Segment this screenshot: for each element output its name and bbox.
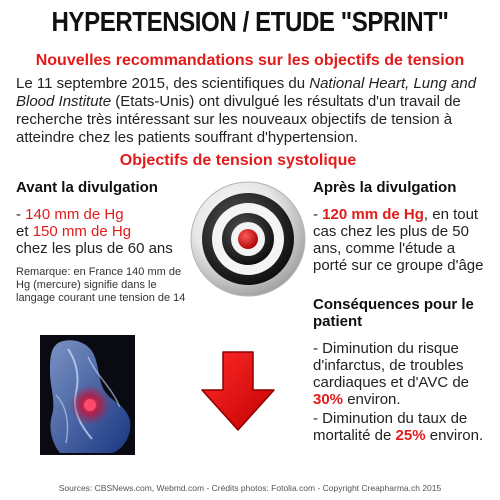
before-connector: et — [16, 223, 33, 240]
consequence-item-mortality — [313, 410, 493, 444]
consequence-mortality-value: 25% — [395, 427, 426, 444]
down-arrow-icon — [198, 350, 278, 432]
before-prefix: - — [16, 206, 26, 223]
consequence-mortality-text: - Diminution du taux de mortalité de — [313, 410, 468, 444]
after-heading: Après la divulgation — [313, 179, 457, 196]
footer-sources: Sources: CBSNews.com, Webmd.com - Crédits photos: Fotolia.com - Copyright Creapharma.ch 2015 — [58, 483, 442, 493]
after-objectives — [313, 206, 493, 274]
consequences-heading: Conséquences pour le patient — [313, 296, 474, 330]
consequence-mortality-suffix: environ. — [425, 427, 484, 444]
heart-anatomy-illustration — [40, 335, 135, 455]
after-description: , en tout cas chez les plus de 50 ans, comme l'étude a porté sur ce groupe d'âge — [313, 206, 484, 274]
bullseye-target-icon — [189, 180, 307, 298]
after-value-120: 120 mm de Hg — [322, 206, 424, 223]
intro-text-start: Le 11 septembre 2015, des scientifiques du — [16, 75, 310, 92]
consequence-risk-text: - Diminution du risque d'infarctus, de troubles cardiaques et d'AVC de — [313, 340, 470, 391]
after-prefix: - — [313, 206, 323, 223]
before-heading: Avant la divulgation — [16, 179, 158, 196]
before-value-150: 150 mm de Hg — [32, 223, 132, 240]
intro-text-end: (Etats-Unis) ont divulgué les résultats d'un travail de recherche très intéressant sur les nouveaux objectifs de tension à atteindre chez les patients souffrant d'hypertension. — [16, 93, 461, 146]
subtitle: Nouvelles recommandations sur les objectifs de tension — [35, 52, 465, 69]
consequence-risk-value: 30% — [313, 391, 344, 408]
institute-name: National Heart, Lung and Blood Institute — [16, 75, 477, 110]
consequence-item-risk — [313, 340, 493, 408]
remark-note: Remarque: en France 140 mm de Hg (mercure) signifie dans le langage courant une tension de 14 — [16, 266, 186, 304]
before-objectives — [16, 206, 206, 257]
before-age-text: chez les plus de 60 ans — [16, 240, 173, 257]
before-value-140: 140 mm de Hg — [25, 206, 124, 223]
consequence-risk-suffix: environ. — [343, 391, 401, 408]
section-heading: Objectifs de tension systolique — [119, 152, 357, 169]
page-title: HYPERTENSION / ETUDE "SPRINT" — [51, 6, 449, 37]
intro-paragraph — [16, 75, 486, 147]
